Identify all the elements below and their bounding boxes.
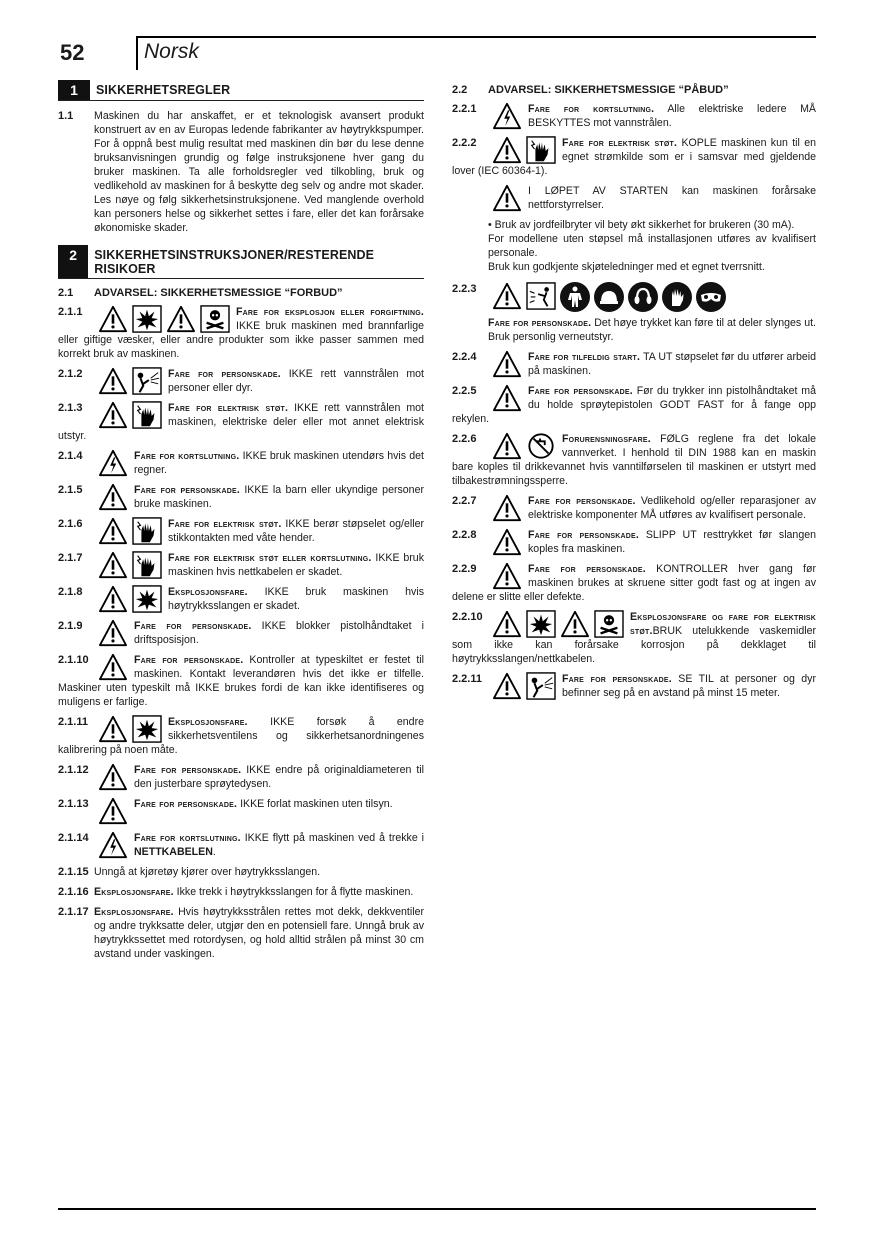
list-item <box>452 528 816 556</box>
icon-row <box>492 384 522 412</box>
list-item <box>452 384 816 426</box>
item-text: IKKE endre på originaldiameteren til den justerbare sprøytedysen. <box>134 764 424 790</box>
warning-icon <box>492 384 522 412</box>
item-number: 2.2.1 <box>452 103 477 115</box>
subsection-title: ADVARSEL: SIKKERHETSMESSIGE “PÅBUD” <box>488 84 729 96</box>
item-text: IKKE flytt på maskinen ved å trekke i <box>240 832 424 844</box>
item-text: IKKE bruk maskinen hvis nettkabelen er skadet. <box>168 552 424 578</box>
icon-row <box>492 528 522 556</box>
list-item <box>58 905 424 961</box>
list-item <box>58 551 424 579</box>
item-number: 2.2.9 <box>452 563 477 575</box>
hand-shock-icon <box>526 136 556 164</box>
item-number: 2.1.9 <box>58 620 83 632</box>
explosion-icon <box>132 715 162 743</box>
item-number: 2.2.3 <box>452 283 477 295</box>
warning-icon <box>98 763 128 791</box>
item-text: IKKE blokker pistolhåndtaket i driftsposisjon. <box>134 620 424 646</box>
item-number: 2.2.5 <box>452 385 477 397</box>
debris-icon <box>526 282 556 312</box>
page-number: 52 <box>60 40 85 65</box>
item-text: Maskinen du har anskaffet, er et teknologisk avansert produkt konstruert av en av Europas ledende fabrikanter av høytrykkspumper. For å oppnå best mulig resultat med maskinen din bør du lese denne bruksanvisningen grundig og følge instruksjonene hver gang du bruker maskinen. Ta alle forholdsregler ved tilkobling, bruk og vedlikehold av maskinen for å beskytte deg selv og andre mot skader. Les nøye og følg sikkerhetsinstruksjonene. Ved manglende overhold kan personers helse og sikkerhet settes i fare, eller det kan forårsake økonomiske skader. <box>94 110 424 234</box>
item-number: 2.1.4 <box>58 450 83 462</box>
icon-row <box>492 432 556 460</box>
list-item <box>452 562 816 604</box>
hand-shock-icon <box>132 401 162 429</box>
hazard-label: Fare for eksplosjon eller forgiftning. <box>236 306 424 318</box>
warning-icon <box>492 562 522 590</box>
icon-row <box>492 672 556 700</box>
icon-row <box>492 494 522 522</box>
prohibitions-list <box>58 305 424 961</box>
item-number: 2.2.6 <box>452 433 477 445</box>
language-title: Norsk <box>144 40 199 63</box>
protective-suit-icon <box>560 282 590 312</box>
icon-row <box>98 619 128 647</box>
explosion-icon <box>132 305 162 333</box>
icon-row <box>98 483 128 511</box>
list-item <box>452 350 816 378</box>
item-text: IKKE bruk maskinen med brannfarlige eller giftige væsker, eller andre produkter som ikke passer sammen med korrekt bruk av maskinen. <box>58 320 424 360</box>
item-number: 2.1.14 <box>58 832 89 844</box>
spray-person-icon <box>526 672 556 700</box>
spray-person-icon <box>132 367 162 395</box>
hazard-label: Fare for personskade. <box>134 654 244 666</box>
icon-row <box>98 401 162 429</box>
list-item <box>58 715 424 757</box>
item-text: IKKE berør støpselet og/eller stikkontakten med våte hender. <box>168 518 424 544</box>
item-number: 2.2.4 <box>452 351 477 363</box>
item-number: 2.1.11 <box>58 716 88 728</box>
item-number: 2.1.5 <box>58 484 83 496</box>
note-line: • Bruk av jordfeilbryter vil bety økt sikkerhet for brukeren (30 mA). <box>488 219 795 231</box>
hazard-label: Fare for personskade. <box>134 798 238 810</box>
warning-icon <box>98 483 128 511</box>
item-text: SE TIL at personer og dyr befinner seg på en avstand på minst 15 meter. <box>562 673 816 699</box>
hazard-label: Fare for personskade. <box>528 529 639 541</box>
toxic-icon <box>594 610 624 638</box>
warning-icon <box>492 136 522 164</box>
list-item <box>452 136 816 178</box>
item-text: Kontroller at typeskiltet er festet til maskinen. Kontakt leverandøren hvis det ikke er tilfelle. Maskiner uten typeskilt må IKKE brukes fordi de kan ikke identifiseres og muligens er farlige. <box>58 654 424 708</box>
item-text: Før du trykker inn pistolhåndtaket må du holde sprøytepistolen GODT FAST for å fange opp rekylen. <box>452 385 816 425</box>
electric-icon <box>98 831 128 859</box>
item-number: 2.1.2 <box>58 368 83 380</box>
electric-icon <box>492 102 522 130</box>
warning-icon <box>98 715 128 743</box>
goggles-icon <box>696 282 726 312</box>
list-item <box>58 305 424 361</box>
hazard-label: Eksplosjonsfare og fare for elektrisk støt. <box>630 611 816 637</box>
warning-icon <box>166 305 196 333</box>
warning-icon <box>560 610 590 638</box>
list-item <box>58 831 424 859</box>
subsection-title: ADVARSEL: SIKKERHETSMESSIGE “FORBUD” <box>94 287 343 299</box>
section-title: SIKKERHETSINSTRUKSJONER/RESTERENDE RISIKOER <box>94 248 375 276</box>
item-number: 2.1.15 <box>58 866 89 878</box>
hazard-label: Eksplosjonsfare. <box>168 586 248 598</box>
icon-row <box>492 184 522 212</box>
item-number: 2.2.11 <box>452 673 482 685</box>
item-number: 2.1.10 <box>58 654 89 666</box>
intro-paragraph <box>58 109 424 235</box>
item-text: IKKE forlat maskinen uten tilsyn. <box>237 798 393 810</box>
warning-icon <box>492 432 522 460</box>
hazard-label: Fare for personskade. <box>528 495 636 507</box>
item-text: IKKE rett vannstrålen mot personer eller dyr. <box>168 368 424 394</box>
list-item <box>58 653 424 709</box>
list-item <box>452 494 816 522</box>
list-item <box>452 102 816 130</box>
warning-icon <box>98 585 128 613</box>
warning-icon <box>98 551 128 579</box>
gloves-icon <box>662 282 692 312</box>
header-rule <box>136 36 816 38</box>
hazard-label: Fare for elektrisk støt. <box>562 137 678 149</box>
icon-row <box>98 715 162 743</box>
list-item <box>58 517 424 545</box>
icon-row <box>492 136 556 164</box>
item-text: BRUK utelukkende vaskemidler som ikke kan forårsake korrosjon på dekklaget til høytrykksslangen/nettkabelen. <box>452 625 816 665</box>
hazard-label: Forurensningsfare. <box>562 433 651 445</box>
icon-row <box>492 102 522 130</box>
subsection-heading <box>452 84 816 96</box>
icon-row <box>492 350 522 378</box>
hazard-label: Fare for personskade. <box>528 563 646 575</box>
list-item <box>452 282 816 344</box>
item-text: KOPLE maskinen kun til en egnet strømkilde som er i samsvar med gjeldende lover (IEC 60364-1). <box>452 137 816 177</box>
item-number: 2.1.12 <box>58 764 89 776</box>
subsection-number: 2.1 <box>58 287 74 299</box>
item-text: Det høye trykket kan føre til at deler slynges ut. Bruk personlig verneutstyr. <box>488 317 816 343</box>
hazard-label: Fare for kortslutning. <box>528 103 655 115</box>
item-text: Alle elektriske ledere MÅ BESKYTTES mot vannstrålen. <box>528 103 816 129</box>
item-text-tail: . <box>212 846 216 858</box>
list-item <box>452 432 816 488</box>
warning-icon <box>492 282 522 312</box>
hazard-label: Fare for kortslutning. <box>134 450 240 462</box>
item-emphasis: NETTKABELEN <box>134 846 213 858</box>
left-column <box>58 80 424 967</box>
item-text: Hvis høytrykksstrålen rettes mot dekk, dekkventiler og andre trykksatte deler, utgjør den en potensiell fare. Unngå bruk av høytrykkssettet med rotordysen, og hold alltid strålen på minst 30 cm avstand under vaskingen. <box>94 906 424 960</box>
hazard-label: Fare for elektrisk støt. <box>168 518 282 530</box>
list-item <box>58 483 424 511</box>
item-number: 2.1.8 <box>58 586 83 598</box>
item-number: 2.2.2 <box>452 137 477 149</box>
explosion-icon <box>526 610 556 638</box>
item-number: 2.1.17 <box>58 906 89 918</box>
note-line: Bruk kun godkjente skjøteledninger med et egnet tverrsnitt. <box>488 261 765 273</box>
hazard-label: Fare for personskade. <box>134 764 242 776</box>
electric-icon <box>98 449 128 477</box>
icon-row <box>492 282 810 312</box>
item-number: 1.1 <box>58 110 74 122</box>
icon-row <box>98 367 162 395</box>
list-item <box>58 367 424 395</box>
list-item <box>452 672 816 700</box>
list-item <box>58 449 424 477</box>
subsection-number: 2.2 <box>452 84 468 96</box>
item-number: 2.1.3 <box>58 402 83 414</box>
warning-icon <box>492 528 522 556</box>
item-text: IKKE la barn eller ukyndige personer bruke maskinen. <box>134 484 424 510</box>
icon-row <box>98 653 128 681</box>
item-text: IKKE bruk maskinen utendørs hvis det regner. <box>134 450 424 476</box>
item-number: 2.1.1 <box>58 306 83 318</box>
section-number: 1 <box>58 80 90 100</box>
warning-icon <box>98 401 128 429</box>
list-item <box>58 619 424 647</box>
item-text: IKKE forsøk å endre sikkerhetsventilens og sikkerhetsanordningenes kalibrering på noen måte. <box>58 716 424 756</box>
list-item <box>452 184 816 212</box>
item-text: SLIPP UT resttrykket før slangen koples fra maskinen. <box>528 529 816 555</box>
list-item <box>58 401 424 443</box>
icon-row <box>98 517 162 545</box>
icon-row <box>492 562 522 590</box>
warning-icon <box>492 350 522 378</box>
note-line: For modellene uten støpsel må installasjonen utføres av kvalifisert personale. <box>488 233 816 259</box>
toxic-icon <box>200 305 230 333</box>
icon-row <box>98 763 128 791</box>
notes-block <box>452 218 816 274</box>
item-text: TA UT støpselet før du utfører arbeid på maskinen. <box>528 351 816 377</box>
item-text: FØLG reglene fra det lokale vannverket. I henhold til DIN 1988 kan en maskin bare koples til drikkevannet hvis vanntilførselen til maskinen er utstyrt med tilbakestrømningssperre. <box>452 433 816 487</box>
warning-icon <box>98 619 128 647</box>
item-number: 2.2.7 <box>452 495 477 507</box>
hazard-label: Fare for personskade. <box>562 673 672 685</box>
item-text: I LØPET AV STARTEN kan maskinen forårsake nettforstyrrelser. <box>528 185 816 211</box>
warning-icon <box>492 672 522 700</box>
section-number: 2 <box>58 245 88 278</box>
page-header <box>58 36 816 68</box>
hazard-label: Eksplosjonsfare. <box>94 906 174 918</box>
item-text: Vedlikehold og/eller reparasjoner av elektriske komponenter MÅ utføres av kvalifisert personale. <box>528 495 816 521</box>
item-number: 2.1.6 <box>58 518 83 530</box>
warning-icon <box>492 610 522 638</box>
right-column <box>452 84 816 706</box>
list-item <box>58 763 424 791</box>
icon-row <box>98 797 128 825</box>
section-1-heading <box>58 80 424 101</box>
hazard-label: Fare for personskade. <box>528 385 633 397</box>
hazard-label: Fare for personskade. <box>134 620 252 632</box>
hazard-label: Eksplosjonsfare. <box>94 886 174 898</box>
hazard-label: Fare for tilfeldig start. <box>528 351 641 363</box>
item-text: Unngå at kjøretøy kjører over høytrykksslangen. <box>94 866 321 878</box>
warning-icon <box>98 305 128 333</box>
list-item <box>58 885 424 899</box>
icon-row <box>98 305 230 333</box>
list-item <box>58 585 424 613</box>
icon-row <box>98 449 128 477</box>
item-number: 2.2.8 <box>452 529 477 541</box>
item-number: 2.1.16 <box>58 886 89 898</box>
ear-protection-icon <box>628 282 658 312</box>
item-text: KONTROLLER hver gang før maskinen brukes at skruene sitter godt fast og at ingen av delene er slitte eller defekte. <box>452 563 816 603</box>
item-number: 2.1.13 <box>58 798 89 810</box>
icon-row <box>98 551 162 579</box>
hazard-label: Fare for personskade. <box>168 368 281 380</box>
section-title: SIKKERHETSREGLER <box>96 83 231 97</box>
hazard-label: Eksplosjonsfare. <box>168 716 248 728</box>
icon-row <box>492 610 624 638</box>
warning-icon <box>98 517 128 545</box>
hand-shock-icon <box>132 517 162 545</box>
hazard-label: Fare for personskade. <box>488 317 592 329</box>
footer-rule <box>58 1208 816 1210</box>
hazard-label: Fare for elektrisk støt eller kortslutning. <box>168 552 372 564</box>
warning-icon <box>492 494 522 522</box>
warning-icon <box>98 367 128 395</box>
warning-icon <box>98 653 128 681</box>
hazard-label: Fare for elektrisk støt. <box>168 402 289 414</box>
list-item <box>58 797 424 825</box>
no-tap-icon <box>526 432 556 460</box>
obligations-list <box>452 102 816 700</box>
section-2-heading <box>58 245 424 279</box>
icon-row <box>98 831 128 859</box>
hazard-label: Fare for personskade. <box>134 484 240 496</box>
helmet-icon <box>594 282 624 312</box>
item-text: IKKE rett vannstrålen mot maskinen, elektriske deler eller mot annet elektrisk utstyr. <box>58 402 424 442</box>
explosion-icon <box>132 585 162 613</box>
item-number: 2.1.7 <box>58 552 83 564</box>
warning-icon <box>98 797 128 825</box>
item-text: IKKE bruk maskinen hvis høytrykksslangen er skadet. <box>168 586 424 612</box>
hand-shock-icon <box>132 551 162 579</box>
list-item <box>58 865 424 879</box>
item-number: 2.2.10 <box>452 611 483 623</box>
icon-row <box>98 585 162 613</box>
warning-icon <box>492 184 522 212</box>
subsection-heading <box>58 287 424 299</box>
hazard-label: Fare for kortslutning. <box>134 832 241 844</box>
list-item <box>452 610 816 666</box>
item-text: Ikke trekk i høytrykksslangen for å flytte maskinen. <box>173 886 414 898</box>
header-divider <box>136 38 138 70</box>
